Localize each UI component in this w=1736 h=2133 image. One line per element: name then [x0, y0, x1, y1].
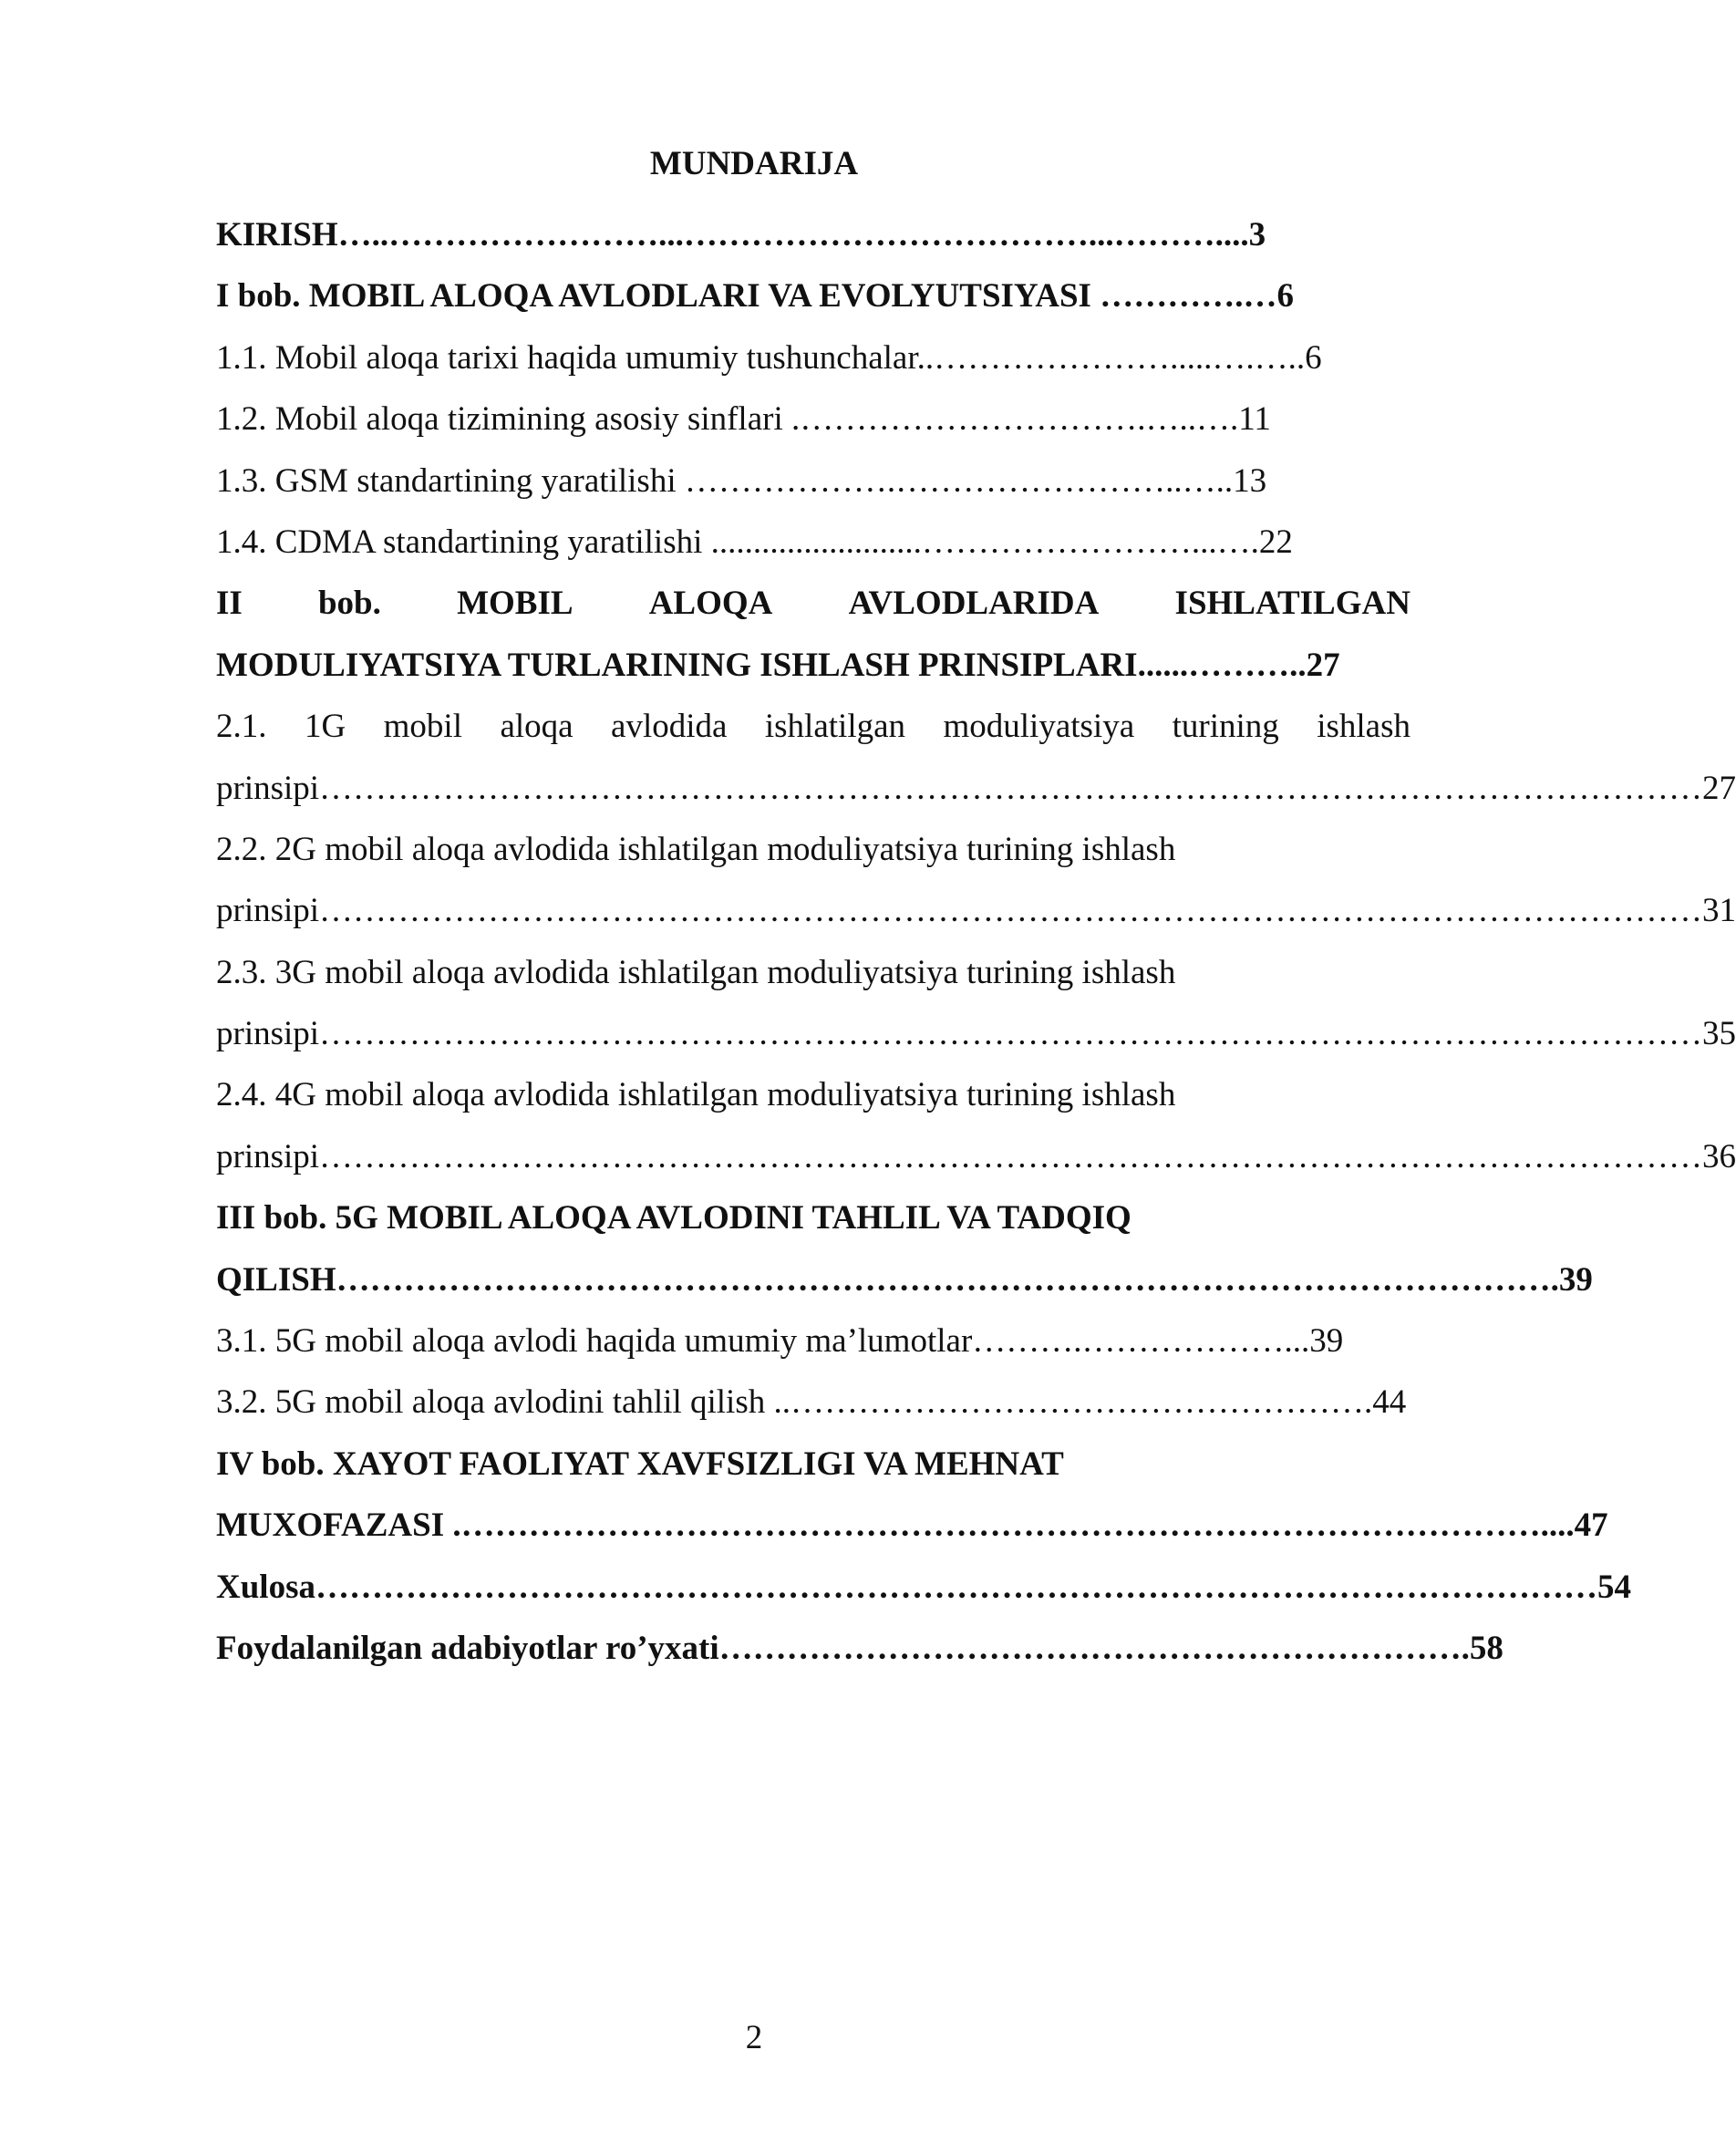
toc-section-2-1-word: ishlash	[1317, 708, 1410, 746]
page-number: 2	[745, 2019, 763, 2056]
toc-section-2-3-line-2: prinsipi……………………………………………………………………………………………………………35	[216, 1015, 1736, 1053]
toc-chapter-2-word: ALOQA	[648, 585, 773, 623]
toc-section-2-2-line-2: prinsipi……………………………………………………………………………………………………………31	[216, 892, 1736, 930]
toc-entry-xulosa: Xulosa……………………………………………………………………………………………………54	[216, 1568, 1631, 1606]
toc-chapter-4-line-1: IV bob. XAYOT FAOLIYAT XAVFSIZLIGI VA MEHNAT	[216, 1444, 1064, 1483]
table-of-contents	[216, 204, 1736, 1679]
toc-section-2-1-word: ishlatilgan	[764, 708, 906, 746]
toc-section-2-1-word: aloqa	[500, 708, 574, 746]
toc-section-2-1-word: 2.1.	[216, 708, 267, 746]
toc-section-2-1-line-1	[216, 696, 1410, 757]
toc-section-2-4-line-2: prinsipi……………………………………………………………………………………………………………36	[216, 1137, 1736, 1175]
toc-chapter-2-line-1	[216, 573, 1410, 634]
toc-section-2-1-word: moduliyatsiya	[943, 708, 1135, 746]
toc-section-2-1-word: 1G	[304, 708, 346, 746]
toc-section-2-4-line-1: 2.4. 4G mobil aloqa avlodida ishlatilgan moduliyatsiya turining ishlash	[216, 1076, 1176, 1114]
toc-chapter-2-word: II	[216, 585, 243, 623]
toc-entry-kirish: KIRISH…..……………………...………………………………...………....3	[216, 216, 1266, 254]
toc-section-2-1-word: mobil	[383, 708, 462, 746]
toc-chapter-2-word: bob.	[317, 585, 381, 623]
toc-chapter-1: I bob. MOBIL ALOQA AVLODLARI VA EVOLYUTSIYASI ………….…6	[216, 277, 1294, 316]
toc-chapter-2-word: MOBIL	[457, 585, 574, 623]
toc-chapter-4-line-2: MUXOFAZASI .……………………………………………………………………………………....47	[216, 1507, 1608, 1545]
toc-chapter-2-line-2: MODULIYATSIYA TURLARINING ISHLASH PRINSIPLARI......………..27	[216, 646, 1340, 684]
toc-section-2-1-word: avlodida	[611, 708, 728, 746]
toc-section-2-3-line-1: 2.3. 3G mobil aloqa avlodida ishlatilgan moduliyatsiya turining ishlash	[216, 953, 1176, 991]
toc-section-1-4: 1.4. CDMA standartining yaratilishi .........................……………………...….22	[216, 523, 1293, 561]
toc-section-2-1-word: turining	[1172, 708, 1279, 746]
toc-chapter-2-word: ISHLATILGAN	[1174, 585, 1410, 623]
toc-chapter-3-line-2: QILISH……………………………………………………………………………………………….39	[216, 1260, 1593, 1299]
toc-section-3-1: 3.1. 5G mobil aloqa avlodi haqida umumiy ma’lumotlar……….………………...39	[216, 1322, 1344, 1361]
toc-section-1-2: 1.2. Mobil aloqa tizimining asosiy sinflari .………………………….…..….11	[216, 400, 1271, 439]
toc-section-2-1-line-2: prinsipi……………………………………………………………………………………………………………27	[216, 769, 1736, 807]
toc-section-1-3: 1.3. GSM standartining yaratilishi ……………….……………………..…..13	[216, 461, 1267, 500]
toc-section-1-1: 1.1. Mobil aloqa tarixi haqida umumiy tushunchalar..………………….....….…..6	[216, 338, 1322, 377]
page-title: MUNDARIJA	[649, 145, 859, 182]
toc-chapter-2-word: AVLODLARIDA	[848, 585, 1100, 623]
toc-section-3-2: 3.2. 5G mobil aloqa avlodini tahlil qilish ..…………………………………………….44	[216, 1383, 1407, 1422]
toc-section-2-2-line-1: 2.2. 2G mobil aloqa avlodida ishlatilgan moduliyatsiya turining ishlash	[216, 830, 1176, 868]
toc-entry-adabiyotlar: Foydalanilgan adabiyotlar ro’yxati………………………………………………………….58	[216, 1629, 1504, 1667]
toc-chapter-3-line-1: III bob. 5G MOBIL ALOQA AVLODINI TAHLIL VA TADQIQ	[216, 1199, 1132, 1237]
